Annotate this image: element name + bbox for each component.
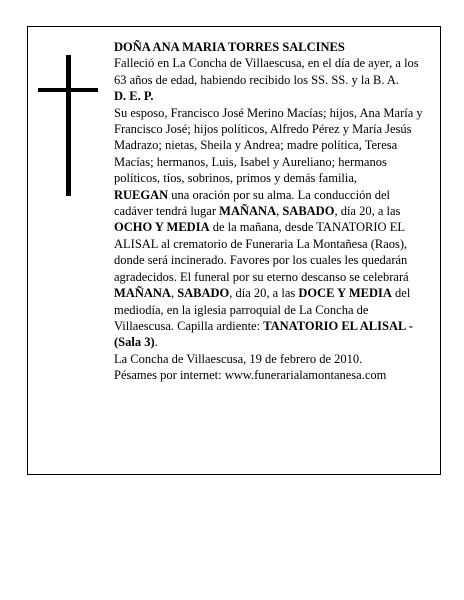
doce-y-media: DOCE Y MEDIA — [298, 286, 392, 301]
service-text-2: , día 20, a las — [334, 204, 401, 219]
service-details — [114, 187, 424, 351]
manana-1: MAÑANA — [219, 204, 277, 219]
cross-horizontal-bar — [38, 88, 98, 92]
sabado-1: SABADO — [282, 204, 335, 219]
ocho-y-media: OCHO Y MEDIA — [114, 220, 210, 235]
service-text-3: de la mañana, desde TANATORIO EL ALISAL al crematorio de Funeraria La Montañesa (Raos), donde será incinerado. Favores por los cuales les quedarán agradecidos. El funeral por su eterno descanso se celebrará — [114, 220, 409, 284]
cross-vertical-bar — [66, 55, 71, 196]
manana-2: MAÑANA — [114, 286, 171, 301]
rip-line: D. E. P. — [114, 89, 154, 104]
service-comma-1: , — [276, 204, 283, 219]
tanatorio-sala: TANATORIO EL ALISAL - (Sala 3) — [114, 318, 413, 350]
family-list: Su esposo, Francisco José Merino Macías; hijos, Ana María y Francisco José; hijos políticos, Alfredo Pérez y María Jesús Madrazo; nietas, Sheila y Andrea; madre política, Teresa Macías; hermanos, Luis, Isabel y Aureliano; hermanos políticos, tíos, sobrinos, primos y demás familia, — [114, 105, 423, 186]
condolences-web: Pésames por internet: www.funerarialamontanesa.com — [114, 368, 387, 383]
sabado-2: SABADO — [177, 286, 230, 301]
service-text-6: . — [154, 335, 158, 350]
service-comma-2: , — [170, 286, 178, 301]
death-announcement: Falleció en La Concha de Villaescusa, en el día de ayer, a los 63 años de edad, habiendo recibido los SS. SS. y la B. A. — [114, 56, 419, 87]
notice-body — [114, 39, 424, 384]
deceased-name: DOÑA ANA MARIA TORRES SALCINES — [114, 40, 345, 54]
obituary-notice — [27, 26, 441, 475]
service-text-4: , día 20, a las — [229, 286, 299, 301]
ruegan-word: RUEGAN — [114, 187, 169, 202]
service-text-5: del mediodía, en la iglesia parroquial de La Concha de Villaescusa. Capilla ardiente: — [114, 286, 411, 333]
service-text-1: una oración por su alma. La conducción del cadáver tendrá lugar — [114, 187, 390, 219]
place-and-date: La Concha de Villaescusa, 19 de febrero de 2010. — [114, 351, 363, 366]
